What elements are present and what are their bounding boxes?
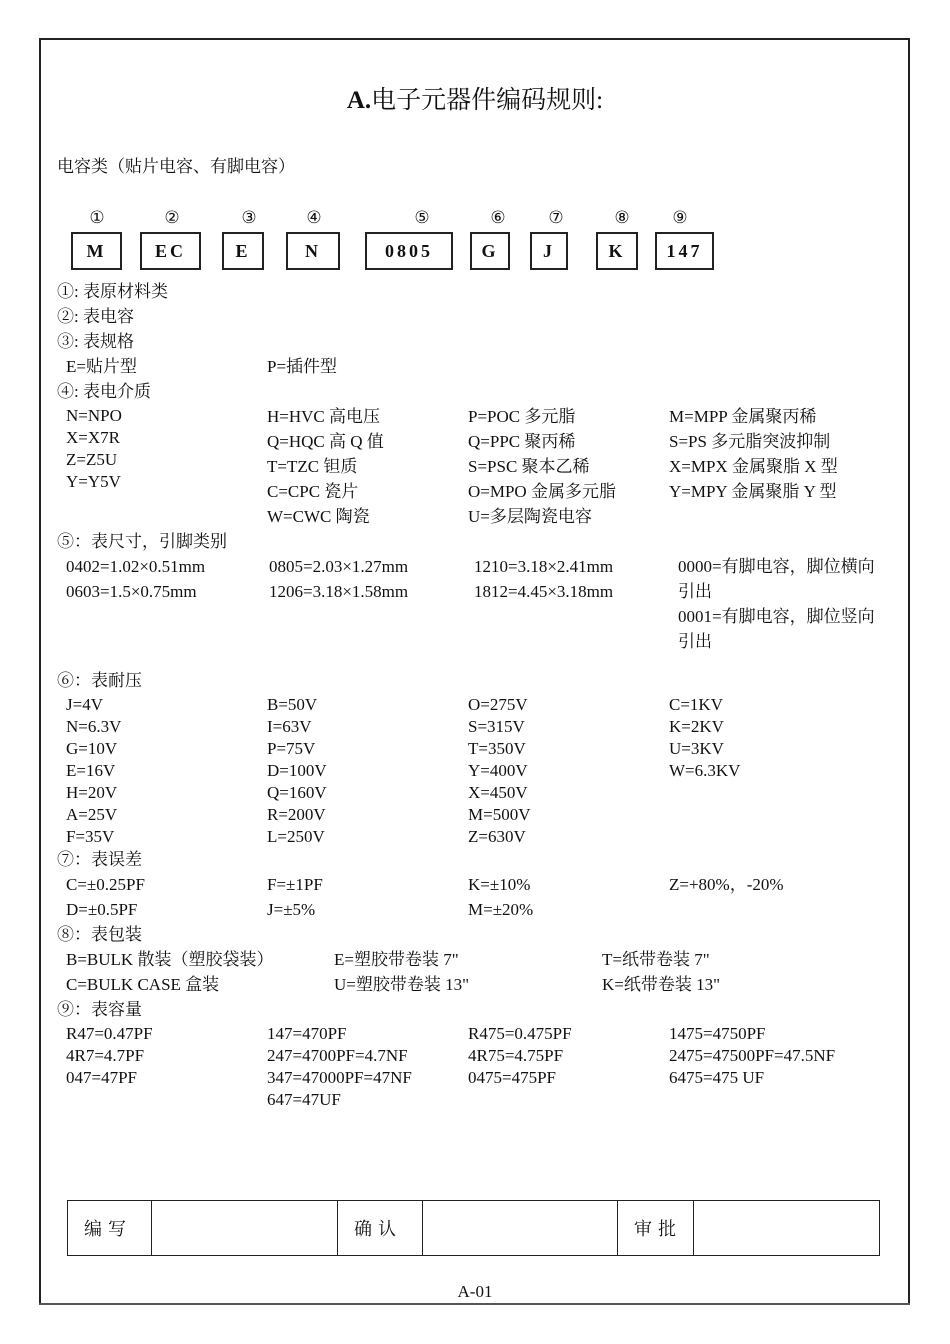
package-item: K=纸带卷装 13" <box>602 975 721 994</box>
write-field[interactable] <box>152 1201 338 1256</box>
page-title: A.电子元器件编码规则: <box>346 87 604 114</box>
capacity-item: R47=0.47PF <box>66 1024 153 1043</box>
section-9-heading: ⑨：表容量 <box>57 1000 142 1019</box>
code-box-4: N <box>286 232 340 270</box>
voltage-item: C=1KV <box>669 695 723 714</box>
category-subtitle: 电容类（贴片电容、有脚电容） <box>57 157 295 176</box>
dielectric-item: P=POC 多元脂 <box>468 407 576 426</box>
marker-7: ⑦ <box>548 208 564 227</box>
dielectric-item: Q=HQC 高 Q 值 <box>267 432 384 451</box>
section-6-heading: ⑥：表耐压 <box>57 671 142 690</box>
dielectric-item: S=PSC 聚本乙稀 <box>468 457 590 476</box>
capacity-item: 147=470PF <box>267 1024 347 1043</box>
tolerance-item: Z=+80%，-20% <box>669 875 784 894</box>
section-7-heading: ⑦：表误差 <box>57 850 142 869</box>
voltage-item: Z=630V <box>468 827 526 846</box>
size-item: 0805=2.03×1.27mm <box>269 557 409 576</box>
voltage-item: D=100V <box>267 761 327 780</box>
marker-6: ⑥ <box>490 208 506 227</box>
marker-4: ④ <box>306 208 322 227</box>
package-item: C=BULK CASE 盒装 <box>66 975 220 994</box>
page-number: A-01 <box>457 1282 493 1301</box>
dielectric-item: Y=Y5V <box>66 472 121 491</box>
capacity-item: 247=4700PF=4.7NF <box>267 1046 408 1065</box>
section-1-heading: ①: 表原材料类 <box>57 282 168 301</box>
capacity-item: 2475=47500PF=47.5NF <box>669 1046 836 1065</box>
capacity-item: 347=47000PF=47NF <box>267 1068 412 1087</box>
voltage-item: J=4V <box>66 695 103 714</box>
size-item: 0000=有脚电容，脚位横向 <box>678 557 875 576</box>
voltage-item: H=20V <box>66 783 118 802</box>
capacity-item: 0475=475PF <box>468 1068 556 1087</box>
capacity-item: 6475=475 UF <box>669 1068 765 1087</box>
package-item: U=塑胶带卷装 13" <box>334 975 470 994</box>
voltage-item: E=16V <box>66 761 116 780</box>
capacity-item: 4R7=4.7PF <box>66 1046 145 1065</box>
dielectric-item: O=MPO 金属多元脂 <box>468 482 616 501</box>
tolerance-item: D=±0.5PF <box>66 900 138 919</box>
section-8-heading: ⑧：表包装 <box>57 925 142 944</box>
size-item: 0402=1.02×0.51mm <box>66 557 206 576</box>
voltage-item: N=6.3V <box>66 717 122 736</box>
marker-3: ③ <box>241 208 257 227</box>
signature-table <box>67 1200 880 1256</box>
voltage-item: M=500V <box>468 805 531 824</box>
voltage-item: W=6.3KV <box>669 761 741 780</box>
voltage-item: T=350V <box>468 739 526 758</box>
dielectric-item: C=CPC 瓷片 <box>267 482 359 501</box>
size-item: 引出 <box>678 632 712 651</box>
tolerance-item: K=±10% <box>468 875 531 894</box>
size-item: 1210=3.18×2.41mm <box>474 557 614 576</box>
capacity-item: 4R75=4.75PF <box>468 1046 564 1065</box>
capacity-item: 1475=4750PF <box>669 1024 766 1043</box>
voltage-item: K=2KV <box>669 717 724 736</box>
section-4-heading: ④: 表电介质 <box>57 382 151 401</box>
dielectric-item: U=多层陶瓷电容 <box>468 507 592 526</box>
voltage-item: S=315V <box>468 717 525 736</box>
package-item: B=BULK 散装（塑胶袋装） <box>66 950 274 969</box>
voltage-item: Y=400V <box>468 761 528 780</box>
size-item: 1812=4.45×3.18mm <box>474 582 614 601</box>
marker-1: ① <box>89 208 105 227</box>
voltage-item: B=50V <box>267 695 318 714</box>
voltage-item: O=275V <box>468 695 528 714</box>
size-item: 引出 <box>678 582 712 601</box>
size-item: 0001=有脚电容，脚位竖向 <box>678 607 875 626</box>
marker-9: ⑨ <box>672 208 688 227</box>
package-item: T=纸带卷装 7" <box>602 950 710 969</box>
voltage-item: P=75V <box>267 739 316 758</box>
code-box-1: M <box>71 232 122 270</box>
code-box-6: G <box>470 232 510 270</box>
dielectric-item: S=PS 多元脂突波抑制 <box>669 432 831 451</box>
dielectric-item: X=X7R <box>66 428 120 447</box>
section-5-heading: ⑤：表尺寸，引脚类别 <box>57 532 227 551</box>
voltage-item: F=35V <box>66 827 115 846</box>
section-3-heading: ③: 表规格 <box>57 332 134 351</box>
write-label: 编写 <box>68 1201 152 1256</box>
code-box-9: 147 <box>655 232 714 270</box>
dielectric-item: Q=PPC 聚丙稀 <box>468 432 576 451</box>
code-box-7: J <box>530 232 568 270</box>
dielectric-item: X=MPX 金属聚脂 X 型 <box>669 457 838 476</box>
approve-label: 审批 <box>618 1201 694 1256</box>
spec-item: E=贴片型 <box>66 357 137 376</box>
voltage-item: G=10V <box>66 739 118 758</box>
voltage-item: U=3KV <box>669 739 724 758</box>
capacity-item: 647=47UF <box>267 1090 341 1109</box>
dielectric-item: Y=MPY 金属聚脂 Y 型 <box>669 482 837 501</box>
tolerance-item: J=±5% <box>267 900 316 919</box>
spec-item: P=插件型 <box>267 357 338 376</box>
voltage-item: Q=160V <box>267 783 327 802</box>
approve-field[interactable] <box>694 1201 880 1256</box>
capacity-item: 047=47PF <box>66 1068 137 1087</box>
capacity-item: R475=0.475PF <box>468 1024 572 1043</box>
code-box-8: K <box>596 232 638 270</box>
size-item: 0603=1.5×0.75mm <box>66 582 197 601</box>
size-item: 1206=3.18×1.58mm <box>269 582 409 601</box>
marker-2: ② <box>164 208 180 227</box>
code-box-5: 0805 <box>365 232 453 270</box>
code-box-2: EC <box>140 232 201 270</box>
marker-5: ⑤ <box>414 208 430 227</box>
marker-8: ⑧ <box>614 208 630 227</box>
code-box-3: E <box>222 232 264 270</box>
tolerance-item: F=±1PF <box>267 875 323 894</box>
dielectric-item: W=CWC 陶瓷 <box>267 507 370 526</box>
dielectric-item: M=MPP 金属聚丙稀 <box>669 407 817 426</box>
confirm-field[interactable] <box>423 1201 618 1256</box>
page-frame-bottom <box>39 1303 910 1305</box>
voltage-item: A=25V <box>66 805 118 824</box>
package-item: E=塑胶带卷装 7" <box>334 950 459 969</box>
voltage-item: R=200V <box>267 805 326 824</box>
voltage-item: X=450V <box>468 783 528 802</box>
voltage-item: I=63V <box>267 717 312 736</box>
dielectric-item: N=NPO <box>66 406 122 425</box>
section-2-heading: ②: 表电容 <box>57 307 134 326</box>
dielectric-item: T=TZC 钽质 <box>267 457 358 476</box>
dielectric-item: H=HVC 高电压 <box>267 407 381 426</box>
tolerance-item: C=±0.25PF <box>66 875 145 894</box>
confirm-label: 确认 <box>338 1201 423 1256</box>
dielectric-item: Z=Z5U <box>66 450 118 469</box>
voltage-item: L=250V <box>267 827 325 846</box>
tolerance-item: M=±20% <box>468 900 534 919</box>
